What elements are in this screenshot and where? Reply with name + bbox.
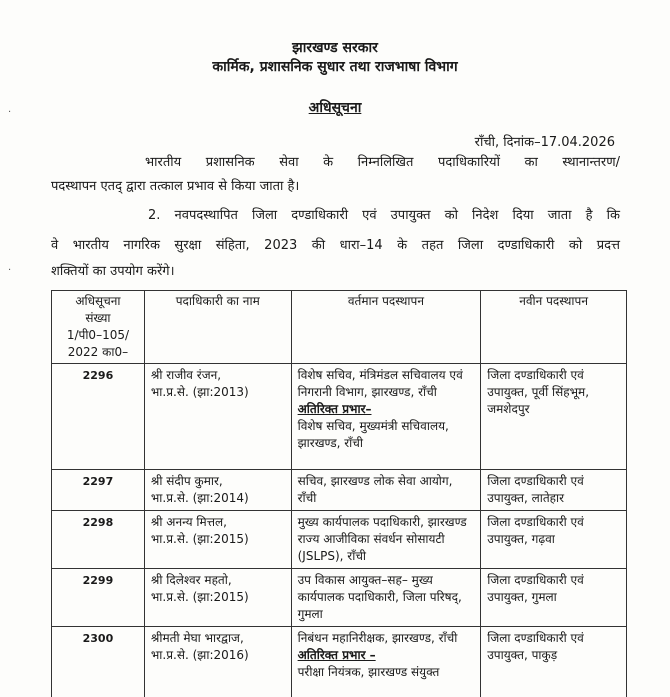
paragraph-2-line-3: शक्तियों का उपयोग करेंगे। [51, 264, 175, 279]
dateline: राँची, दिनांक–17.04.2026 [474, 135, 615, 150]
notification-number: 2297 [52, 470, 145, 511]
paragraph-2-line-2: वे भारतीय नागरिक सुरक्षा संहिता, 2023 की धारा–14 के तहत जिला दण्डाधिकारी को प्रदत्त [51, 238, 620, 253]
additional-charge-label: अतिरिक्त प्रभार – [297, 648, 376, 662]
notification-number: 2298 [52, 511, 145, 569]
notification-number: 2299 [52, 569, 145, 627]
header-current-posting: वर्तमान पदस्थापन [291, 291, 481, 364]
current-posting: निबंधन महानिरीक्षक, झारखण्ड, राँची अतिरिक्त प्रभार – परीक्षा नियंत्रक, झारखण्ड संयुक्त [291, 627, 481, 697]
current-posting: मुख्य कार्यपालक पदाधिकारी, झारखण्ड राज्य आजीविका संवर्धन सोसायटी (JSLPS), राँची [291, 511, 481, 569]
additional-charge-text: विशेष सचिव, मुख्यमंत्री सचिवालय, झारखण्ड, राँची [297, 419, 449, 450]
paragraph-1-line-2: पदस्थापन एतद् द्वारा तत्काल प्रभाव से किया जाता है। [51, 179, 300, 194]
table-row [52, 627, 627, 697]
officer-name: श्री राजीव रंजन, भा.प्र.से. (झा:2013) [144, 364, 291, 470]
header-officer-name: पदाधिकारी का नाम [144, 291, 291, 364]
new-posting: जिला दण्डाधिकारी एवं उपायुक्त, गुमला [481, 569, 627, 627]
additional-charge-label: अतिरिक्त प्रभार– [297, 402, 372, 416]
table-header-row [52, 291, 627, 364]
margin-mark: . [8, 104, 12, 115]
new-posting: जिला दण्डाधिकारी एवं उपायुक्त, गढ़वा [481, 511, 627, 569]
notification-title: अधिसूचना [308, 100, 362, 116]
header-new-posting: नवीन पदस्थापन [481, 291, 627, 364]
current-posting: उप विकास आयुक्त–सह– मुख्य कार्यपालक पदाधिकारी, जिला परिषद्, गुमला [291, 569, 481, 627]
officer-name: श्री संदीप कुमार, भा.प्र.से. (झा:2014) [144, 470, 291, 511]
officer-name: श्रीमती मेघा भारद्वाज, भा.प्र.से. (झा:2016) [144, 627, 291, 697]
margin-mark: . [8, 262, 12, 273]
paragraph-2-line-1: 2. नवपदस्थापित जिला दण्डाधिकारी एवं उपायुक्त को निदेश दिया जाता है कि [148, 208, 620, 223]
table-row [52, 364, 627, 470]
table-row [52, 569, 627, 627]
current-posting: सचिव, झारखण्ड लोक सेवा आयोग, राँची [291, 470, 481, 511]
table-row [52, 470, 627, 511]
department-heading: कार्मिक, प्रशासनिक सुधार तथा राजभाषा विभाग [212, 59, 458, 75]
new-posting: जिला दण्डाधिकारी एवं उपायुक्त, लातेहार [481, 470, 627, 511]
header-notification-number: अधिसूचना संख्या 1/पी0–105/ 2022 का0– [52, 291, 145, 364]
notification-number: 2300 [52, 627, 145, 697]
officer-name: श्री दिलेश्वर महतो, भा.प्र.से. (झा:2015) [144, 569, 291, 627]
paragraph-1-line-1: भारतीय प्रशासनिक सेवा के निम्नलिखित पदाधिकारियों का स्थानान्तरण/ [145, 155, 620, 170]
transfer-table [51, 290, 627, 697]
new-posting: जिला दण्डाधिकारी एवं उपायुक्त, पाकुड़ [481, 627, 627, 697]
current-posting: विशेष सचिव, मंत्रिमंडल सचिवालय एवं निगरानी विभाग, झारखण्ड, राँची अतिरिक्त प्रभार– विशेष सचिव, मुख्यमंत्री सचिवालय, झारखण्ड, राँची [291, 364, 481, 470]
government-heading: झारखण्ड सरकार [292, 40, 378, 56]
additional-charge-text: परीक्षा नियंत्रक, झारखण्ड संयुक्त [297, 665, 440, 679]
table-row [52, 511, 627, 569]
notification-number: 2296 [52, 364, 145, 470]
officer-name: श्री अनन्य मित्तल, भा.प्र.से. (झा:2015) [144, 511, 291, 569]
new-posting: जिला दण्डाधिकारी एवं उपायुक्त, पूर्वी सिंहभूम, जमशेदपुर [481, 364, 627, 470]
